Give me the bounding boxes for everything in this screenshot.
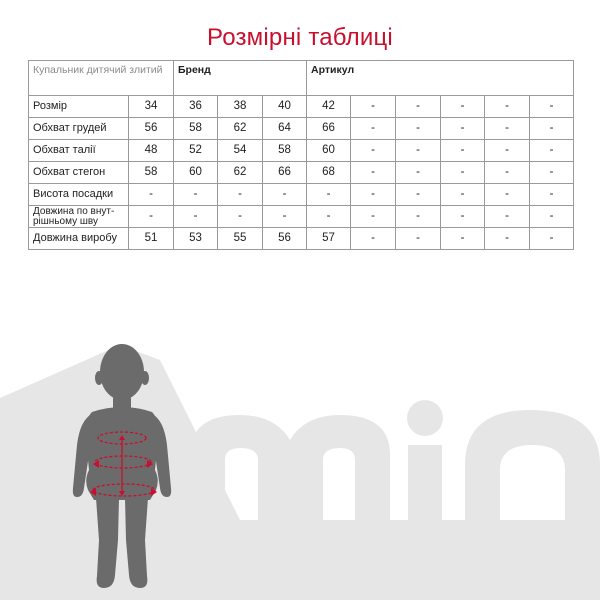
table-cell: - — [396, 140, 441, 162]
table-header-row — [29, 61, 574, 96]
table-cell: - — [485, 162, 530, 184]
row-label: Довжина по внут-рішньому шву — [29, 206, 129, 228]
table-row — [29, 96, 574, 118]
table-cell: - — [396, 118, 441, 140]
table-cell: 68 — [307, 162, 351, 184]
logo-letter-i — [408, 445, 442, 540]
table-cell: - — [441, 228, 485, 250]
table-cell: 34 — [129, 96, 174, 118]
table-cell: - — [396, 228, 441, 250]
table-cell: - — [485, 206, 530, 228]
row-label: Обхват талії — [29, 140, 129, 162]
table-cell: - — [263, 206, 307, 228]
table-cell: 62 — [218, 162, 263, 184]
table-cell: - — [351, 228, 396, 250]
table-cell: - — [530, 228, 574, 250]
table-cell: 58 — [129, 162, 174, 184]
table-row — [29, 162, 574, 184]
table-cell: - — [218, 206, 263, 228]
table-cell: - — [351, 118, 396, 140]
table-cell: - — [441, 162, 485, 184]
table-cell: 56 — [263, 228, 307, 250]
table-cell: - — [485, 228, 530, 250]
table-cell: - — [263, 184, 307, 206]
table-row — [29, 184, 574, 206]
table-cell: - — [307, 206, 351, 228]
table-cell: - — [530, 162, 574, 184]
row-label: Висота посадки — [29, 184, 129, 206]
table-cell: - — [441, 96, 485, 118]
table-cell: - — [218, 184, 263, 206]
table-cell: - — [174, 206, 218, 228]
table-cell: 48 — [129, 140, 174, 162]
table-cell: - — [396, 162, 441, 184]
table-cell: - — [174, 184, 218, 206]
row-label: Обхват стегон — [29, 162, 129, 184]
table-cell: 54 — [218, 140, 263, 162]
table-cell: - — [351, 206, 396, 228]
table-cell: 66 — [307, 118, 351, 140]
table-cell: 56 — [129, 118, 174, 140]
table-cell: 51 — [129, 228, 174, 250]
logo-dot-i — [407, 400, 443, 436]
table-row — [29, 206, 574, 228]
table-cell: - — [530, 96, 574, 118]
table-cell: - — [129, 184, 174, 206]
table-cell: - — [396, 96, 441, 118]
table-cell: - — [351, 162, 396, 184]
size-table — [28, 60, 574, 250]
table-cell: - — [396, 206, 441, 228]
table-cell: - — [307, 184, 351, 206]
row-label: Розмір — [29, 96, 129, 118]
table-cell: - — [441, 140, 485, 162]
table-cell: - — [485, 140, 530, 162]
table-cell: - — [485, 96, 530, 118]
table-cell: 52 — [174, 140, 218, 162]
table-cell: - — [441, 206, 485, 228]
page-title: Розмірні таблиці — [207, 24, 393, 51]
table-cell: - — [351, 184, 396, 206]
table-cell: 60 — [307, 140, 351, 162]
table-cell: 55 — [218, 228, 263, 250]
table-cell: - — [351, 96, 396, 118]
article-label: Артикул — [307, 61, 574, 96]
table-cell: - — [351, 140, 396, 162]
brand-illustration — [0, 290, 600, 600]
table-cell: 66 — [263, 162, 307, 184]
brand-label: Бренд — [174, 61, 307, 96]
brand-logo — [190, 400, 600, 540]
table-cell: - — [396, 184, 441, 206]
table-row — [29, 140, 574, 162]
table-cell: 36 — [174, 96, 218, 118]
table-cell: - — [530, 118, 574, 140]
table-cell: 38 — [218, 96, 263, 118]
row-label: Обхват грудей — [29, 118, 129, 140]
product-name: Купальник дитячий злитий — [29, 61, 174, 96]
table-cell: 62 — [218, 118, 263, 140]
table-cell: 64 — [263, 118, 307, 140]
table-row — [29, 118, 574, 140]
table-cell: 42 — [307, 96, 351, 118]
table-cell: 40 — [263, 96, 307, 118]
table-cell: - — [530, 206, 574, 228]
table-cell: - — [530, 140, 574, 162]
table-cell: - — [129, 206, 174, 228]
table-cell: - — [530, 184, 574, 206]
row-label: Довжина виробу — [29, 228, 129, 250]
table-cell: 58 — [263, 140, 307, 162]
table-cell: 60 — [174, 162, 218, 184]
table-cell: 58 — [174, 118, 218, 140]
table-cell: - — [441, 184, 485, 206]
table-cell: 53 — [174, 228, 218, 250]
table-cell: 57 — [307, 228, 351, 250]
table-cell: - — [485, 118, 530, 140]
table-cell: - — [485, 184, 530, 206]
logo-letter-m — [190, 415, 390, 540]
table-row — [29, 228, 574, 250]
table-cell: - — [441, 118, 485, 140]
